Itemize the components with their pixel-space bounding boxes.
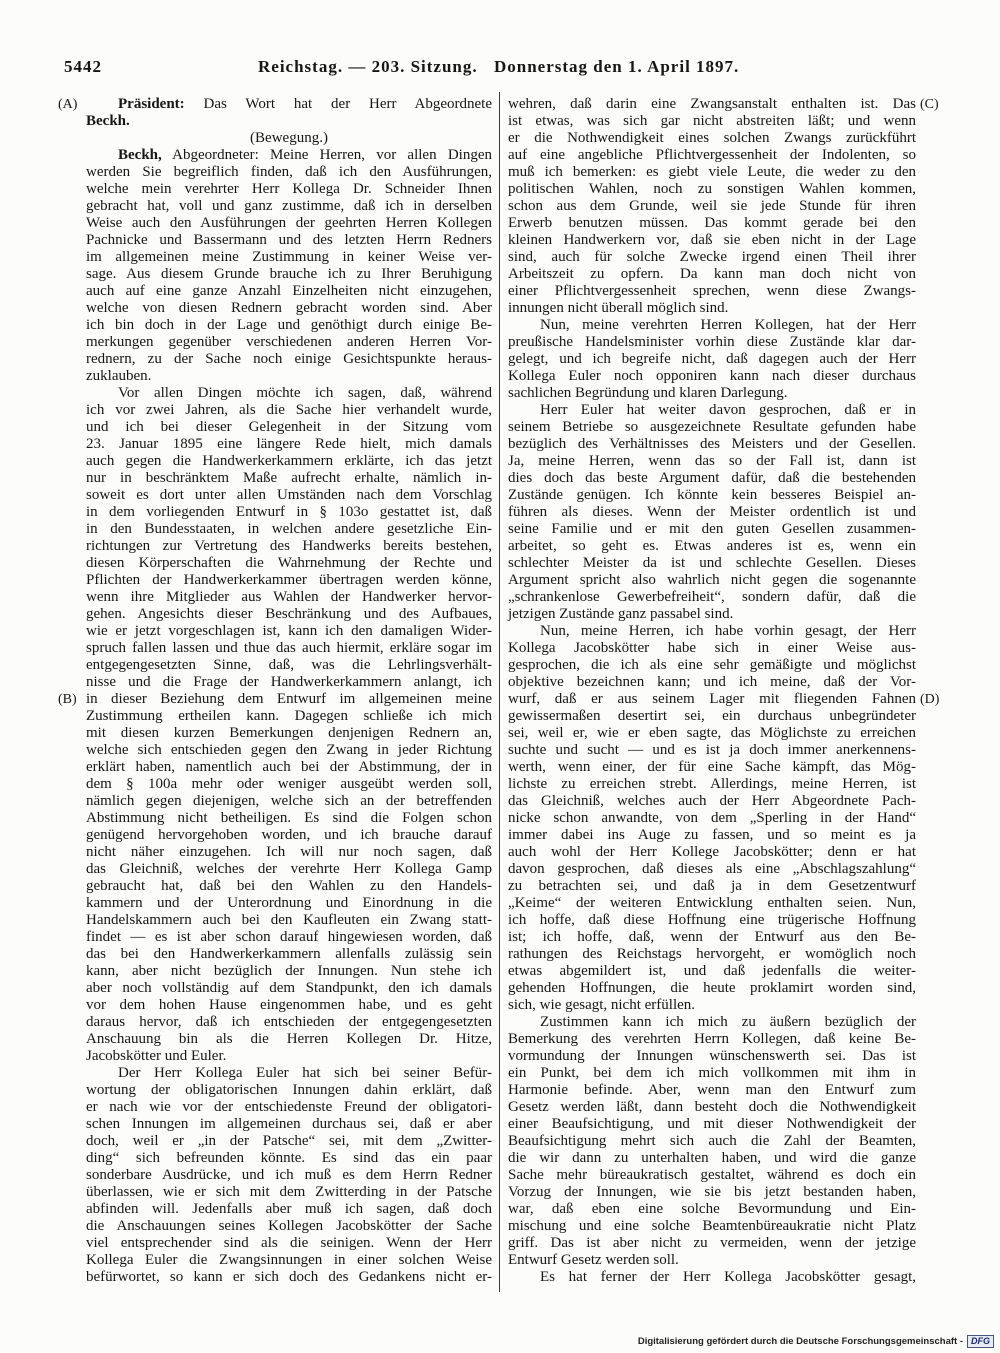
right-column-line: preußische Handelsminister vorhin diese Zustände klar dar-: [508, 334, 916, 350]
right-column-line: dies doch das beste Argument dafür, daß die bestehenden: [508, 470, 916, 486]
right-column-line: politischen Wahlen, noch zu sonstigen Wahlen kommen,: [508, 181, 916, 197]
left-column-line: er nach wie vor der entschiedenste Freund der obligatori-: [86, 1099, 492, 1115]
right-column-line: jetzigen Zustände ganz passabel sind.: [508, 606, 734, 622]
right-column-line: ist etwas, was sich gar nicht abstreiten läßt; und wenn: [508, 113, 916, 129]
right-column-line: Sache mehr büreaukratisch gestaltet, während es doch ein: [508, 1167, 916, 1183]
right-column-line: vormundung der Innungen wünschenswerth sei. Das ist: [508, 1048, 916, 1064]
right-column-line: Herr Euler hat weiter davon gesprochen, daß er in: [540, 402, 916, 418]
right-column-line: er die Nothwendigkeit eines solchen Zwangs zurückführt: [508, 130, 916, 146]
left-column-line: nisse und die Frage der Handwerkerkammern anlangt, ich: [86, 674, 492, 690]
session-title: Reichstag. — 203. Sitzung.: [258, 57, 478, 76]
right-column-line: schlechter Meister da ist und schlechte Gesellen. Dieses: [508, 555, 916, 571]
right-column-line: einer Pflichtvergessenheit sprechen, wenn diese Zwangs-: [508, 283, 916, 299]
session-date: Donnerstag den 1. April 1897.: [494, 57, 740, 76]
right-column-line: Vorzug der Innungen, wie sie bis jetzt bestanden haben,: [508, 1184, 916, 1200]
left-column-line: Der Herr Kollega Euler hat sich bei seiner Befür-: [118, 1065, 492, 1081]
left-column-line: rednern, zu der Sache noch einige Gesichtspunkte heraus-: [86, 351, 492, 367]
left-column-line: welche von diesen Rednern gebracht worden sind. Aber: [86, 300, 492, 316]
left-column-line: die Anschauungen seines Kollegen Jacobskötter der Sache: [86, 1218, 492, 1234]
right-column-line: werth, wenn einer, der für eine Sache kämpft, das Mög-: [508, 759, 916, 775]
right-column-line: Ja, meine Herren, wenn das so der Fall ist, dann ist: [508, 453, 916, 469]
right-column-line: sich, wie gesagt, nicht erfüllen.: [508, 997, 696, 1013]
left-column-line: in dieser Beziehung dem Entwurf im allgemeinen meine: [86, 691, 492, 707]
right-column-line: nicke schon anwandte, von dem „Sperling in der Hand“: [508, 810, 916, 826]
left-column-line: nur in beschränktem Maße aufrecht erhalte, nämlich in-: [86, 470, 492, 486]
right-column-line: gelegt, und ich begreife nicht, daß dagegen auch der Herr: [508, 351, 916, 367]
left-column-line: Anschauung bin als die Herren Kollegen Dr. Hitze,: [86, 1031, 492, 1047]
margin-marker-c: (C): [920, 97, 939, 112]
left-column-line: [86, 147, 492, 164]
right-column-line: Kollega Euler noch opponiren kann nach dieser durchaus: [508, 368, 916, 384]
right-column-line: Kollega Jacobskötter habe sich in einer Weise aus-: [508, 640, 916, 656]
right-column-line: war, daß eben eine solche Bevormundung und Ein-: [508, 1201, 916, 1217]
left-column-line: mit diesen kurzen Bemerkungen denjenigen Rednern an,: [86, 725, 492, 741]
left-column-line: Handelskammern auch bei den Kaufleuten ein Zwang statt-: [86, 912, 492, 928]
speaker-name: Beckh.: [86, 113, 130, 129]
left-column-line: [86, 113, 492, 130]
left-column-line: befürwortet, so kann er sich doch des Gedankens nicht er-: [86, 1269, 492, 1285]
right-column-line: ist; ich hoffe, daß, wenn der Entwurf aus den Be-: [508, 929, 916, 945]
left-column-line: in dem vorliegenden Entwurf in § 103o gestattet ist, daß: [86, 504, 492, 520]
left-column-line: findet — es ist aber schon darauf hingewiesen worden, daß: [86, 929, 492, 945]
right-column-line: sachlichen Begründung und klaren Darlegung.: [508, 385, 788, 401]
right-column-line: innungen nicht überall möglich sind.: [508, 300, 729, 316]
right-column-line: Erwerb benutzen müssen. Das kommt gerade bei den: [508, 215, 916, 231]
left-column: [86, 96, 492, 1286]
left-column-line: aber noch vollständig auf dem Standpunkt, den ich damals: [86, 980, 492, 996]
left-column-line: zuklauben.: [86, 368, 152, 384]
left-column-line: schen Innungen im allgemeinen durchaus sei, daß er aber: [86, 1116, 492, 1132]
left-column-line: auch gegen die Handwerkerkammern erklärte, ich das jetzt: [86, 453, 492, 469]
right-column-line: Nun, meine verehrten Herren Kollegen, hat der Herr: [540, 317, 916, 333]
right-column-line: einer Beaufsichtigung, und mit dieser Nothwendigkeit der: [508, 1116, 916, 1132]
left-column-line: das bei den Handwerkerkammern allenfalls zulässig sein: [86, 946, 492, 962]
right-column-line: gewissermaßen desertirt sei, ein durchaus unbegründeter: [508, 708, 916, 724]
left-column-line: wenn ihre Mitglieder aus Wahlen der Handwerker hervor-: [86, 589, 492, 605]
dfg-logo: DFG: [967, 1335, 994, 1348]
left-column-line: nicht näher einzugehen. Ich will nur noch sagen, daß: [86, 844, 492, 860]
left-column-line: kann, aber nicht bezüglich der Innungen. Nun stehe ich: [86, 963, 492, 979]
left-column-line: daraus hervor, daß ich entschieden der entgegengesetzten: [86, 1014, 492, 1030]
left-column-line: welche sich entschieden gegen den Zwang in jeder Richtung: [86, 742, 492, 758]
right-column-line: Argument spricht also wahrlich nicht gegen die sogenannte: [508, 572, 916, 588]
right-column-line: rathungen des Reichstags hervorgeht, er womöglich noch: [508, 946, 916, 962]
right-column-line: lichste zu erreichen strebt. Allerdings, meine Herren, ist: [508, 776, 916, 792]
left-column-line: Jacobskötter und Euler.: [86, 1048, 227, 1064]
left-column-line: viel entsprechender sind als die seinigen. Wenn der Herr: [86, 1235, 492, 1251]
speech-text: Abgeordneter: Meine Herren, vor allen Dingen: [172, 147, 492, 163]
left-column-line: gebracht hat, voll und ganz zustimme, daß ich in derselben: [86, 198, 492, 214]
right-column-line: zu betrachten sei, und daß ja in dem Gesetzentwurf: [508, 878, 916, 894]
left-column-line: wortung der obligatorischen Innungen dahin erklärt, daß: [86, 1082, 492, 1098]
left-column-line: Weise auch den Ausführungen der geehrten Herren Kollegen: [86, 215, 492, 231]
right-column-line: sind, auch für solche Zwecke irgend einen Theil ihrer: [508, 249, 916, 265]
left-column-line: spruch fallen lassen und thue das auch hiermit, erkläre sogar im: [86, 640, 492, 656]
right-column-line: muß ich bemerken: es giebt viele Leute, die weder zu den: [508, 164, 916, 180]
right-column-line: etwas abgemildert ist, und daß jedenfalls die weiter-: [508, 963, 916, 979]
left-column-line: sonderbare Ausdrücke, und ich muß es dem Herrn Redner: [86, 1167, 492, 1183]
right-column-line: mischung und eine solche Beamtenbüreaukratie nicht Platz: [508, 1218, 916, 1234]
left-column-line: überlassen, wie er sich mit dem Zwitterding in der Patsche: [86, 1184, 492, 1200]
right-column-line: gesprochen, die ich als eine sehr gemäßigte und möglichst: [508, 657, 916, 673]
right-column-line: davon gesprochen, daß dieses als eine „Abschlagszahlung“: [508, 861, 916, 877]
left-column-line: Pachnicke und Bassermann und des letzten Herrn Redners: [86, 232, 492, 248]
right-column-line: ich hoffe, daß diese Hoffnung eine trügerische Hoffnung: [508, 912, 916, 928]
left-column-line: ich bin doch in der Lage und genöthigt durch einige Be-: [86, 317, 492, 333]
left-column-line: (Bewegung.): [250, 130, 328, 146]
left-column-line: Vor allen Dingen möchte ich sagen, daß, während: [118, 385, 492, 401]
left-column-line: Kollega Euler die Zwangsinnungen in einer solchen Weise: [86, 1252, 492, 1268]
right-column-line: suchte und sucht — und es ist ja doch immer anerkennens-: [508, 742, 916, 758]
left-column-line: soweit es dort unter allen Umständen nach dem Vorschlag: [86, 487, 492, 503]
left-column-line: welche mein verehrter Herr Kollega Dr. Schneider Ihnen: [86, 181, 492, 197]
right-column-line: auf eine angebliche Pflichtvergessenheit der Indolenten, so: [508, 147, 916, 163]
left-column-line: wie er jetzt vorgeschlagen ist, kann ich den damaligen Wider-: [86, 623, 492, 639]
left-column-line: dem § 100a mehr oder weniger ausgeübt werden soll,: [86, 776, 492, 792]
right-column-line: Bemerkung des verehrten Herrn Kollegen, daß keine Be-: [508, 1031, 916, 1047]
right-column-line: Zustände genügen. Ich könnte kein besseres Beispiel an-: [508, 487, 916, 503]
left-column-line: merkungen gegenüber verschiedenen anderen Herren Vor-: [86, 334, 492, 350]
left-column-line: genügend hervorgehoben worden, und ich brauche darauf: [86, 827, 492, 843]
left-column-line: [86, 96, 492, 113]
left-column-line: Zustimmung ertheilen kann. Dagegen schließe ich mich: [86, 708, 492, 724]
left-column-line: nämlich gegen diejenigen, welche sich an der betreffenden: [86, 793, 492, 809]
right-column-line: seinem Betriebe so ausgezeichnete Resultate gefunden habe: [508, 419, 916, 435]
column-divider: [499, 92, 500, 1292]
right-column-line: gehenden Hoffnungen, die heute proklamirt worden sind,: [508, 980, 916, 996]
right-column-line: die wir dann zu unterhalten haben, und wird die ganze: [508, 1150, 916, 1166]
right-column-line: ein Punkt, bei dem ich mich vollkommen mit ihm in: [508, 1065, 916, 1081]
speech-text: Das Wort hat der Herr Abgeordnete: [203, 96, 492, 112]
left-column-line: entgegengesetzten Sinne, daß, was die Lehrlingsverhält-: [86, 657, 492, 673]
speaker-name: Präsident:: [118, 96, 185, 112]
right-column-line: „schrankenlose Gewerbefreiheit“, sondern dafür, daß die: [508, 589, 916, 605]
page-number: 5442: [64, 57, 102, 76]
right-column-line: kleinen Handwerkern vor, daß sie eben nicht in der Lage: [508, 232, 916, 248]
speaker-name: Beckh,: [118, 147, 162, 163]
right-column-line: Harmonie befinde. Aber, wenn man den Entwurf zum: [508, 1082, 916, 1098]
right-column-line: Es hat ferner der Herr Kollega Jacobskötter gesagt,: [540, 1269, 916, 1285]
left-column-line: sage. Aus diesem Grunde brauche ich zu Ihrer Beruhigung: [86, 266, 492, 282]
right-column: [508, 96, 916, 1286]
right-column-line: führen als dieses. Wenn der Meister ordentlich ist und: [508, 504, 916, 520]
right-column-line: das Gleichniß, welches auch der Herr Abgeordnete Pach-: [508, 793, 916, 809]
left-column-line: in den Bundesstaaten, in welchen andere gesetzliche Ein-: [86, 521, 492, 537]
margin-marker-d: (D): [920, 692, 940, 707]
left-column-line: erklärt haben, namentlich auch bei der Abstimmung, der in: [86, 759, 492, 775]
right-column-line: wehren, daß darin eine Zwangsanstalt enthalten ist. Das: [508, 96, 916, 112]
left-column-line: Abstimmung nicht betheiligen. Es sind die Folgen schon: [86, 810, 492, 826]
digitization-footer: [638, 1335, 994, 1348]
left-column-line: auch auf eine ganze Anzahl Einzelheiten nicht einzugehen,: [86, 283, 492, 299]
left-column-line: ding“ sich befreunden könnte. Es sind das ein paar: [86, 1150, 492, 1166]
left-column-line: Pflichten der Handwerkerkammer übertragen werden könne,: [86, 572, 492, 588]
right-column-line: seine Familie und er mit den guten Gesellen zusammen-: [508, 521, 916, 537]
right-column-line: Nun, meine Herren, ich habe vorhin gesagt, der Herr: [540, 623, 916, 639]
right-column-line: Arbeitszeit zu opfern. Da kann man doch nicht von: [508, 266, 916, 282]
right-column-line: „Keime“ der weiteren Entwicklung enthalten seien. Nun,: [508, 895, 916, 911]
margin-marker-a: (A): [58, 97, 78, 112]
margin-marker-b: (B): [58, 692, 77, 707]
right-column-line: Gesetz werden läßt, dann besteht doch die Nothwendigkeit: [508, 1099, 916, 1115]
right-column-line: Zustimmen kann ich mich zu äußern bezüglich der: [540, 1014, 916, 1030]
right-column-line: auch wohl der Herr Kollege Jacobskötter; denn er hat: [508, 844, 916, 860]
right-column-line: wurf, daß er aus seinem Lager mit fliegenden Fahnen: [508, 691, 916, 707]
left-column-line: gebraucht hat, daß bei den Wahlen zu den Handels-: [86, 878, 492, 894]
right-column-line: sei, weil er, wie er eben sagte, das Möglichste zu erreichen: [508, 725, 916, 741]
left-column-line: 23. Januar 1895 eine längere Rede hielt, mich damals: [86, 436, 492, 452]
right-column-line: Beaufsichtigung mehrt sich auch die Zahl der Beamten,: [508, 1133, 916, 1149]
left-column-line: vor dem hohen Hause eingenommen habe, und es geht: [86, 997, 492, 1013]
right-column-line: griff. Das ist aber nicht zu vermeiden, wenn der jetzige: [508, 1235, 916, 1251]
left-column-line: gehen. Angesichts dieser Beschränkung und des Aufbaues,: [86, 606, 492, 622]
left-column-line: das Gleichniß, welches der verehrte Herr Kollega Gamp: [86, 861, 492, 877]
digitization-credit: Digitalisierung gefördert durch die Deutsche Forschungsgemeinschaft -: [637, 1336, 963, 1347]
right-column-line: bezüglich des Verhältnisses des Meisters und der Gesellen.: [508, 436, 916, 452]
left-column-line: ich vor zwei Jahren, als die Sache hier verhandelt wurde,: [86, 402, 492, 418]
left-column-line: kammern und der Unterordnung und Einordnung in die: [86, 895, 492, 911]
right-column-line: Entwurf Gesetz werden soll.: [508, 1252, 679, 1268]
left-column-line: im allgemeinen meine Zustimmung in keiner Weise ver-: [86, 249, 492, 265]
left-column-line: doch, weil er „in der Patsche“ sei, mit dem „Zwitter-: [86, 1133, 492, 1149]
right-column-line: schon aus dem Grunde, weil sie jede Stunde für ihren: [508, 198, 916, 214]
right-column-line: arbeitet, so geht es. Etwas anderes ist es, wenn ein: [508, 538, 916, 554]
right-column-line: objektive bezeichnen kann; und ich meine, daß der Vor-: [508, 674, 916, 690]
left-column-line: richtungen zur Vertretung des Handwerks bereits bestehen,: [86, 538, 492, 554]
left-column-line: und ich bei dieser Gelegenheit in der Sitzung vom: [86, 419, 492, 435]
left-column-line: abfinden will. Jedenfalls aber muß ich sagen, daß doch: [86, 1201, 492, 1217]
right-column-line: immer dabei ins Auge zu fassen, und so meint es ja: [508, 827, 916, 843]
left-column-line: diesen Körperschaften die Wahrnehmung der Rechte und: [86, 555, 492, 571]
left-column-line: werden Sie begreiflich finden, daß ich den Ausführungen,: [86, 164, 492, 180]
